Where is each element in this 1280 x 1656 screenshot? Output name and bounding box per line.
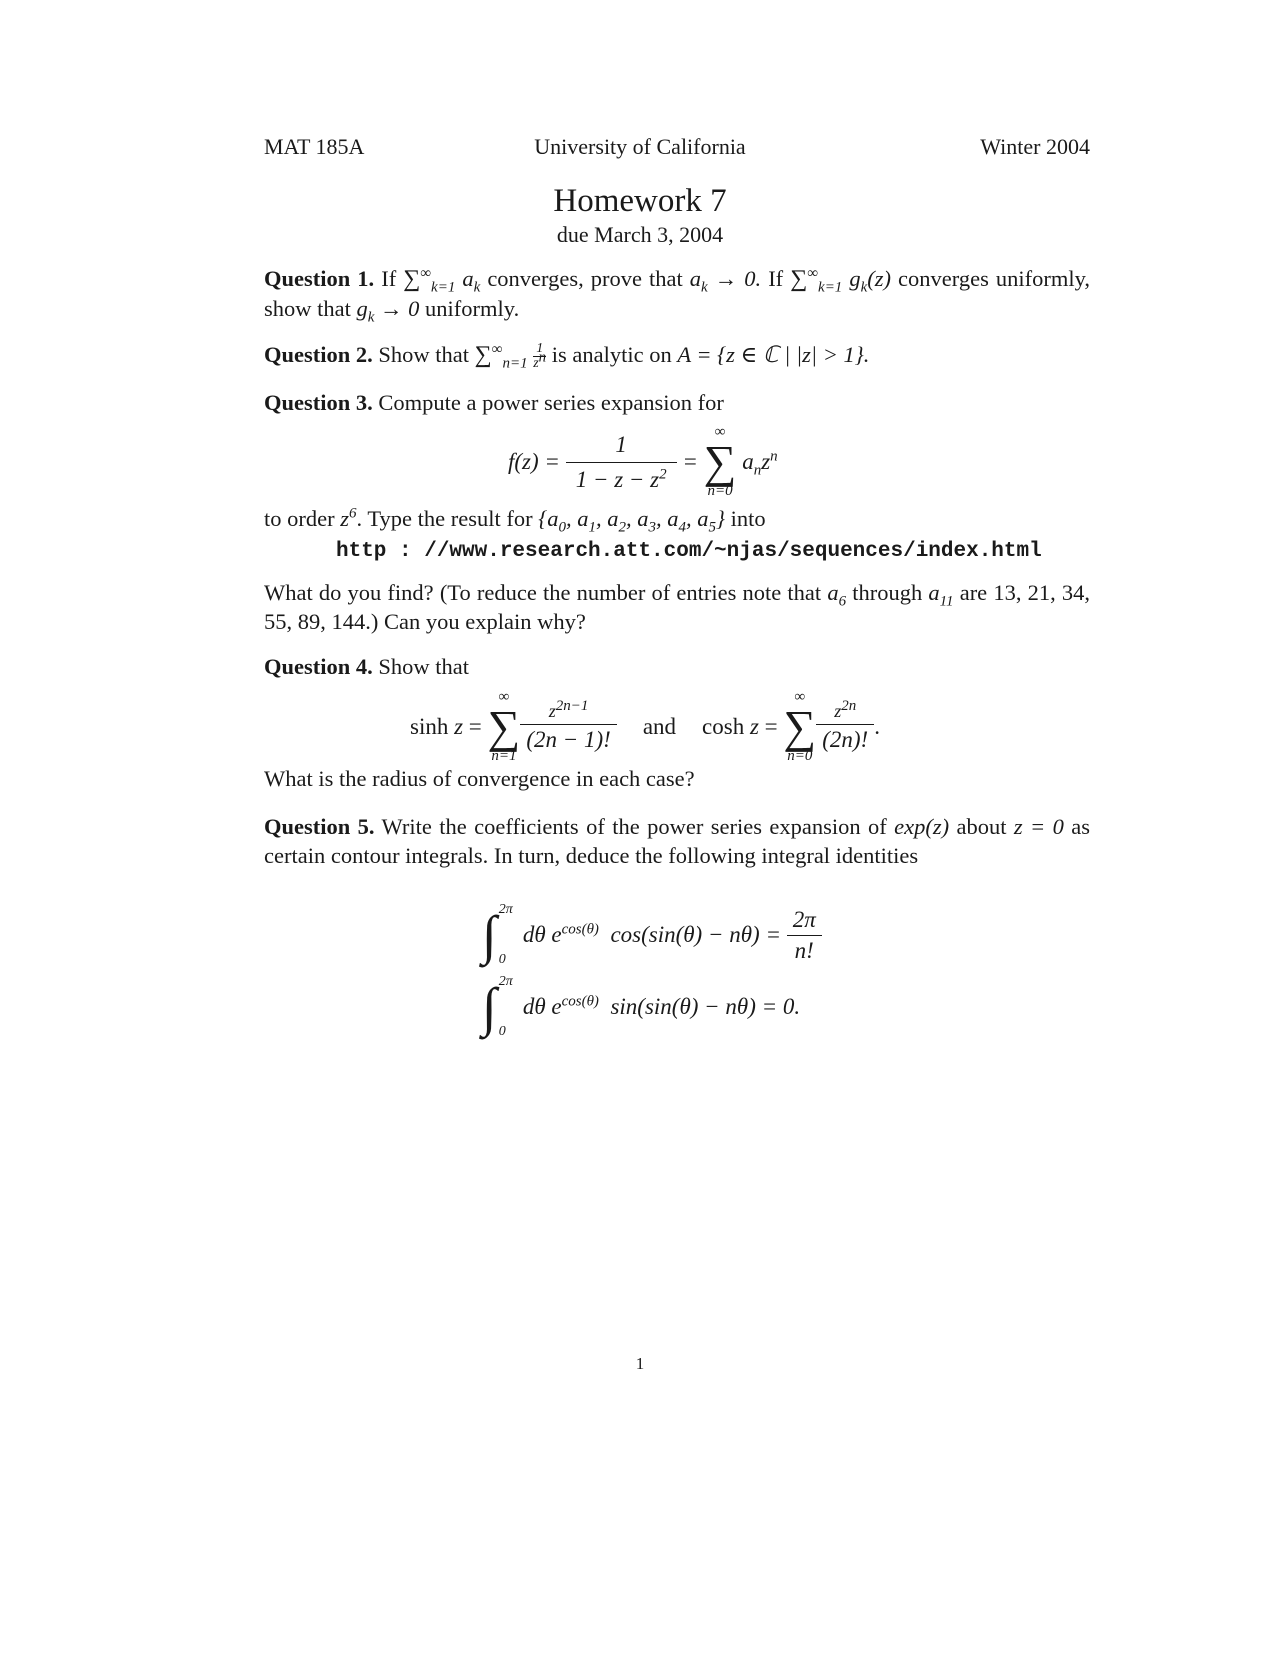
q1-sum-a: $\sum^\infty_{k=1}$ $a_k$ — [403, 265, 481, 296]
question-2-label: Question 2. — [264, 342, 373, 367]
q3-a6: $a_6$ — [827, 580, 847, 610]
q1-text-uniformly: uniformly, show that — [264, 266, 1091, 321]
question-1 — [264, 264, 1091, 326]
q3-text-type: . Type the result for — [356, 506, 533, 531]
q1-sum-g: $\sum^\infty_{k=1}$ $g_k(z)$ — [790, 265, 892, 296]
q1-text-end: uniformly. — [425, 296, 520, 321]
q3-a11: $a_{11}$ — [928, 580, 954, 610]
q4-and: and — [642, 714, 677, 739]
page-number: 1 — [635, 1354, 645, 1373]
q3-coeff-set: {$a_0$, $a_1$, $a_2$, $a_3$, $a_4$, $a_5$} — [538, 506, 725, 536]
question-4-intro — [264, 652, 1090, 681]
q1-text-if: If — [381, 266, 397, 291]
due-date: due March 3, 2004 — [556, 222, 724, 247]
q3-formula: f(z) = $\frac{1}{1 - z - z^2}$ = ∞ ∑ n=0 $a_nz^n$ — [508, 424, 778, 499]
q2-text-analytic: is analytic on — [551, 342, 672, 367]
q1-limit-a: $a_k \to 0$. — [689, 266, 762, 296]
question-5-label: Question 5. — [264, 814, 375, 839]
q4-formulas: sinh z = ∞ ∑ n=1 $\frac{z^{2n-1}}{(2n - 1)!}$ and cosh z = ∞ ∑ n=0 $\frac{z^{2n}}{(2n)!}$ . — [410, 689, 880, 764]
q4-sinh: sinh z = — [410, 714, 488, 739]
q4-intro-text: Show that — [378, 654, 470, 679]
q2-set: A = {z ∈ ℂ | |z| > 1}. — [677, 342, 870, 367]
q5-text-1: Write the coefficients of the power series expansion of — [381, 814, 887, 839]
question-3-intro — [264, 388, 1090, 417]
q3-text-into: into — [730, 506, 766, 531]
q4-cosh: cosh z = — [702, 714, 784, 739]
q1-text-converges2: converges — [898, 266, 989, 291]
university-name: University of California — [534, 134, 746, 159]
q5-integral-2: ∫ 2π 0 dθ $e^{cos(\theta)}$ sin(sin(θ) − nθ) = 0. — [482, 974, 801, 1039]
q1-text-converges: converges, prove that — [487, 266, 683, 291]
q3-intro-text: Compute a power series expansion for — [378, 390, 724, 415]
q3-order-line — [264, 504, 1090, 536]
homework-title: Homework 7 — [553, 183, 727, 219]
q5-text-2: as certain contour integrals. In turn, deduce the following integral identities — [264, 814, 1091, 868]
q3-text-order: to order — [264, 506, 335, 531]
q3-are-text: are 13, — [959, 580, 1022, 605]
q3-find-text: What do you find? (To reduce the number of entries note that — [264, 580, 822, 605]
q5-z0: z = 0 — [1013, 814, 1064, 839]
q3-z6: $z^6$ — [340, 505, 357, 531]
q2-text: Show that — [378, 342, 470, 367]
q3-through-text: through — [852, 580, 923, 605]
q5-text-about: about — [956, 814, 1007, 839]
q5-exp: exp(z) — [894, 814, 950, 839]
q4-radius: What is the radius of convergence in each case? — [264, 766, 695, 791]
question-4-label: Question 4. — [264, 654, 373, 679]
q1-limit-g: $g_k \to 0$ — [356, 296, 420, 326]
question-2 — [264, 340, 1090, 371]
q2-series: $\sum^\infty_{n=1}$ $\frac{1}{z^n}$ — [474, 341, 547, 372]
q3-url: http : //www.research.att.com/~njas/sequences/index.html — [336, 540, 1042, 563]
question-1-label: Question 1. — [264, 266, 375, 291]
q1-text-if2: If — [768, 266, 784, 291]
q3-question — [264, 578, 1090, 636]
q3-explain-text: 21, 34, 55, 89, 144.) Can you explain why? — [264, 580, 1091, 634]
question-3-label: Question 3. — [264, 390, 373, 415]
course-code: MAT 185A — [264, 134, 365, 159]
q5-integral-1: ∫ 2π 0 dθ $e^{cos(\theta)}$ cos(sin(θ) − nθ) = $\frac{2\pi}{n!}$ — [482, 902, 822, 968]
question-5 — [264, 812, 1090, 870]
term: Winter 2004 — [980, 134, 1090, 159]
